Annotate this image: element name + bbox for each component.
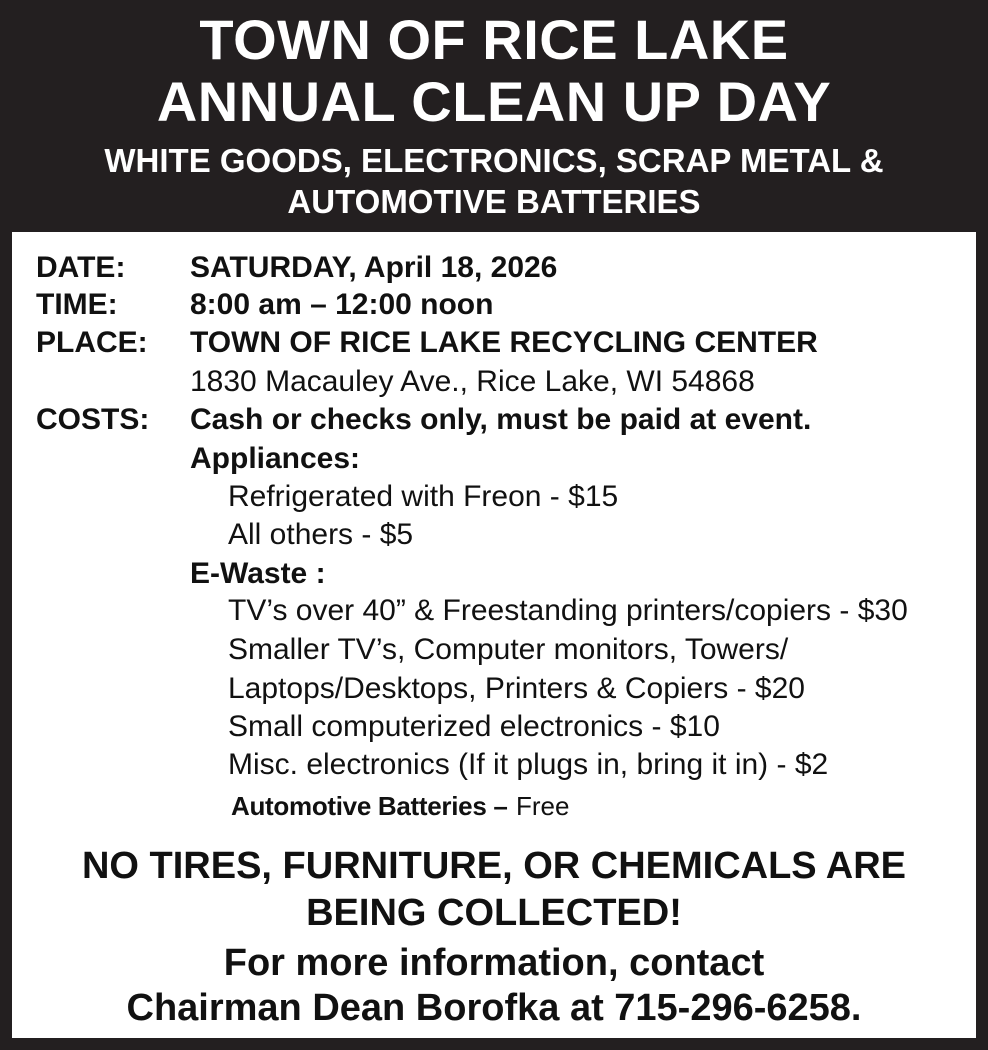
place-label: PLACE: — [36, 326, 148, 359]
date-value: SATURDAY, April 18, 2026 — [190, 251, 558, 284]
ewaste-item: Laptops/Desktops, Printers & Copiers - $20 — [228, 672, 805, 705]
ewaste-item: Misc. electronics (If it plugs in, bring it in) - $2 — [228, 748, 829, 781]
title-line-1: TOWN OF RICE LAKE — [199, 8, 789, 71]
appliance-item: Refrigerated with Freon - $15 — [228, 480, 619, 513]
title-line-2: ANNUAL CLEAN UP DAY — [156, 70, 832, 133]
batteries-line — [231, 788, 569, 824]
appliance-item: All others - $5 — [228, 518, 414, 551]
subtitle-line-2: AUTOMOTIVE BATTERIES — [287, 183, 701, 220]
place-address: 1830 Macauley Ave., Rice Lake, WI 54868 — [190, 365, 755, 398]
notice-line-2: BEING COLLECTED! — [306, 892, 682, 934]
time-label: TIME: — [36, 288, 118, 321]
appliances-heading: Appliances: — [190, 442, 361, 475]
subtitle-line-1: WHITE GOODS, ELECTRONICS, SCRAP METAL & — [104, 142, 884, 179]
ewaste-item: Small computerized electronics - $10 — [228, 710, 720, 743]
batteries-price: Free — [515, 791, 570, 821]
contact-line-1: For more information, contact — [223, 942, 765, 984]
details-panel — [12, 232, 976, 1038]
ewaste-heading: E-Waste : — [190, 557, 326, 590]
date-label: DATE: — [36, 251, 126, 284]
contact-line-2: Chairman Dean Borofka at 715-296-6258. — [126, 987, 862, 1029]
header-banner — [0, 0, 988, 232]
ewaste-item: TV’s over 40” & Freestanding printers/copiers - $30 — [228, 594, 908, 627]
batteries-label: Automotive Batteries – — [231, 791, 508, 821]
time-value: 8:00 am – 12:00 noon — [190, 288, 494, 321]
costs-value: Cash or checks only, must be paid at event. — [190, 403, 812, 436]
notice-line-1: NO TIRES, FURNITURE, OR CHEMICALS ARE — [81, 845, 907, 887]
costs-label: COSTS: — [36, 403, 150, 436]
ewaste-item: Smaller TV’s, Computer monitors, Towers/ — [228, 633, 789, 666]
place-value: TOWN OF RICE LAKE RECYCLING CENTER — [190, 326, 818, 359]
